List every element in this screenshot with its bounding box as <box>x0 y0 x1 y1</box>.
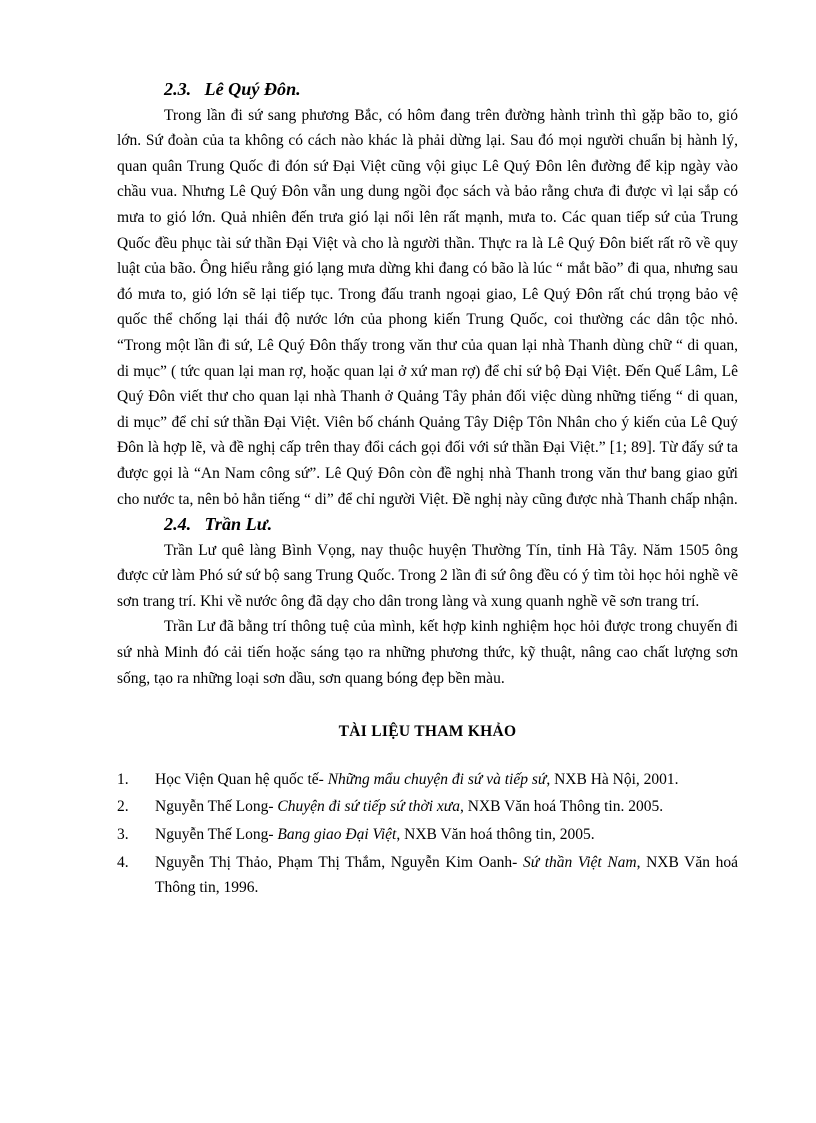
reference-number: 4. <box>117 853 129 871</box>
reference-number: 1. <box>117 770 129 788</box>
section-2-4-paragraph-2: Trần Lư đã bằng trí thông tuệ của mình, kết hợp kinh nghiệm học hỏi được trong chuyến đi sứ nhà Minh đó cải tiến hoặc sáng tạo ra những phương thức, kỹ thuật, nâng cao chất lượng sơn sống, tạo ra những loại sơn dầu, sơn quang bóng đẹp bền màu. <box>117 618 738 687</box>
section-title: Trần Lư. <box>204 514 273 535</box>
reference-publisher: , NXB Văn hoá thông tin, 2005. <box>396 826 595 844</box>
reference-publisher: , NXB Hà Nội, 2001. <box>546 770 679 788</box>
reference-item <box>117 850 738 901</box>
reference-author: Nguyễn Thế Long- <box>155 798 278 816</box>
reference-work-title: Sứ thần Việt Nam <box>522 853 637 871</box>
reference-work-title: Những mẩu chuyện đi sứ và tiếp sứ <box>327 770 547 788</box>
reference-author: Nguyễn Thế Long- <box>155 826 278 844</box>
reference-item <box>117 822 738 848</box>
reference-author: Học Viện Quan hệ quốc tế- <box>155 770 328 788</box>
section-2-3-paragraph: Trong lần đi sứ sang phương Bắc, có hôm đang trên đường hành trình thì gặp bão to, gió lớn. Sứ đoàn của ta không có cách nào khác là phải dừng lại. Sau đó mọi người chuẩn bị hành lý, quan quân Trung Quốc đi đón sứ Đại Việt cũng vội giục Lê Quý Đôn lên đường để kịp ngày vào chầu vua. Nhưng Lê Quý Đôn vẫn ung dung ngồi đọc sách và bảo rằng chưa đi được vì lại sắp có mưa to gió lớn. Quả nhiên đến trưa gió lại nổi lên rất mạnh, mưa to. Các quan tiếp sứ của Trung Quốc đều phục tài sứ thần Đại Việt và cho là người thần. Thực ra là Lê Quý Đôn biết rất rõ về quy luật của bão. Ông hiểu rằng gió lạng mưa dừng khi đang có bão là lúc “ mắt bão” đi qua, nhưng sau đó mưa to, gió lớn sẽ lại tiếp tục. Trong đấu tranh ngoại giao, Lê Quý Đôn rất chú trọng bảo vệ quốc thể chống lại thái độ nước lớn của phong kiến Trung Quốc, coi thường các dân tộc nhỏ. “Trong một lần đi sứ, Lê Quý Đôn thấy trong văn thư của quan lại nhà Thanh dùng chữ “ di quan, di mục” ( tức quan lại man rợ, hoặc quan lại ở xứ man rợ) để chỉ sứ bộ Đại Việt. Đến Quế Lâm, Lê Quý Đôn viết thư cho quan lại nhà Thanh ở Quảng Tây phản đối việc dùng những tiếng “ di quan, di mục” để chỉ sứ thần Đại Việt. Viên bố chánh Quảng Tây Diệp Tôn Nhân cho ý kiến của Lê Quý Đôn là hợp lẽ, và đề nghị cấp trên thay đổi cách gọi đối với sứ thần Đại Việt.” [1; 89]. Từ đấy sứ ta được gọi là “An Nam công sứ”. Lê Quý Đôn còn đề nghị nhà Thanh trong văn thư bang giao gửi cho nước ta, nên bỏ hẳn tiếng “ di” để chỉ người Việt. Đề nghị này cũng được nhà Thanh chấp nhận. <box>117 106 738 508</box>
section-number: 2.4. <box>164 514 192 535</box>
reference-number: 2. <box>117 798 129 816</box>
reference-work-title: Bang giao Đại Việt <box>277 826 397 844</box>
document-body <box>117 77 738 903</box>
reference-item <box>117 794 738 820</box>
section-heading-2-4 <box>117 512 738 538</box>
section-heading-2-3 <box>117 77 738 103</box>
section-title: Lê Quý Đôn. <box>204 79 301 99</box>
references-list <box>117 767 738 901</box>
reference-publisher: , NXB Văn hoá Thông tin. 2005. <box>460 798 664 816</box>
reference-author: Nguyễn Thị Thảo, Phạm Thị Thắm, Nguyễn Kim Oanh- <box>155 853 523 871</box>
references-title: TÀI LIỆU THAM KHẢO <box>338 723 517 741</box>
section-number: 2.3. <box>164 79 192 99</box>
reference-item <box>117 767 738 793</box>
reference-publisher: , NXB Văn hoá Thông tin, 1996. <box>155 853 738 897</box>
reference-work-title: Chuyện đi sứ tiếp sứ thời xưa <box>277 798 460 816</box>
reference-number: 3. <box>117 826 129 844</box>
section-2-4-paragraph-1: Trần Lư quê làng Bình Vọng, nay thuộc huyện Thường Tín, tỉnh Hà Tây. Năm 1505 ông được cử làm Phó sứ sứ bộ sang Trung Quốc. Trong 2 lần đi sứ ông đều có ý tìm tòi học hỏi nghề vẽ sơn trang trí. Khi về nước ông đã dạy cho dân trong làng và xung quanh nghề vẽ sơn trang trí. <box>117 541 738 610</box>
